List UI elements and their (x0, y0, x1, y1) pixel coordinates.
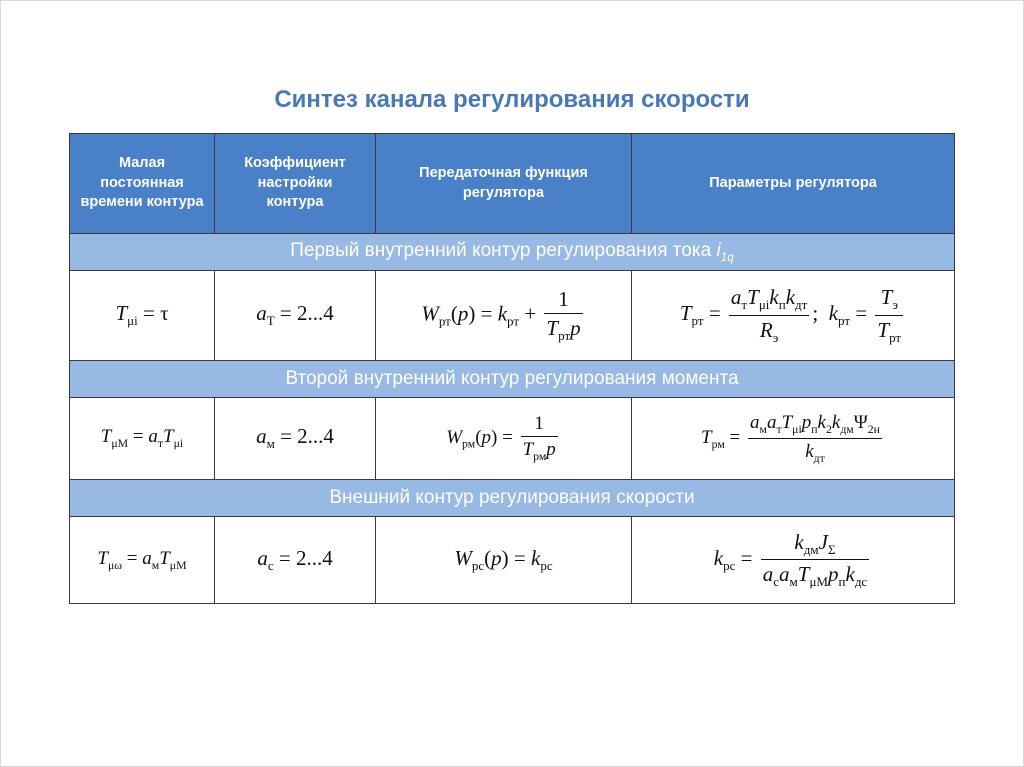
section-label: Второй внутренний контур регулирования момента (70, 361, 955, 398)
formula-time-constant: $T_{\mu M} = a_тT_{\mu i}$ (70, 398, 215, 480)
section-label: Внешний контур регулирования скорости (70, 480, 955, 517)
formula-transfer-function: $W_{рт}(p) = k_{рт}$ + $\frac{1}{T_{рт}p}$ (376, 271, 632, 361)
section-label: Первый внутренний контур регулирования тока (290, 240, 712, 262)
section-current-loop (70, 234, 955, 271)
formula-parameters: $T_{рм}$ = $\frac{a_мa_тT_{\mu i}p_пk_2k_{дм}\Psi_{2н}}{k_{дт}}$ (632, 398, 955, 480)
formula-parameters: $k_{рс}$ = $\frac{k_{дм}J_\Sigma}{a_сa_мT_{\mu M}p_пk_{дс}}$ (632, 517, 955, 604)
formula-transfer-function: $W_{рс}(p) = k_{рс}$ (376, 517, 632, 604)
formula-coefficient: $a_м = 2...4$ (215, 398, 376, 480)
current-variable: $i_{1q}$ (716, 240, 734, 264)
formula-time-constant: $T_{\mu i} = \tau$ (70, 271, 215, 361)
table-row (70, 271, 955, 361)
header-transfer-function: Передаточная функция регулятора (376, 134, 632, 234)
header-row (70, 134, 955, 234)
formula-coefficient: $a_с = 2...4$ (215, 517, 376, 604)
formula-transfer-function: $W_{рм}(p)$ = $\frac{1}{T_{рм}p}$ (376, 398, 632, 480)
controller-synthesis-table (69, 133, 955, 604)
header-time-constant: Малая постоянная времени контура (70, 134, 215, 234)
section-torque-loop (70, 361, 955, 398)
table-row (70, 398, 955, 480)
formula-coefficient: $a_Т = 2...4$ (215, 271, 376, 361)
formula-parameters: $T_{рт}$ = $\frac{a_тT_{\mu i}k_пk_{дт}}{R_э}$ ; $k_{рт}$ = $\frac{T_э}{T_{рт}}$ (632, 271, 955, 361)
header-coefficient: Коэффициент настройки контура (215, 134, 376, 234)
header-parameters: Параметры регулятора (632, 134, 955, 234)
table-row (70, 517, 955, 604)
section-speed-loop (70, 480, 955, 517)
formula-time-constant: $T_{\mu\omega} = a_мT_{\mu M}$ (70, 517, 215, 604)
slide-title: Синтез канала регулирования скорости (274, 86, 750, 113)
